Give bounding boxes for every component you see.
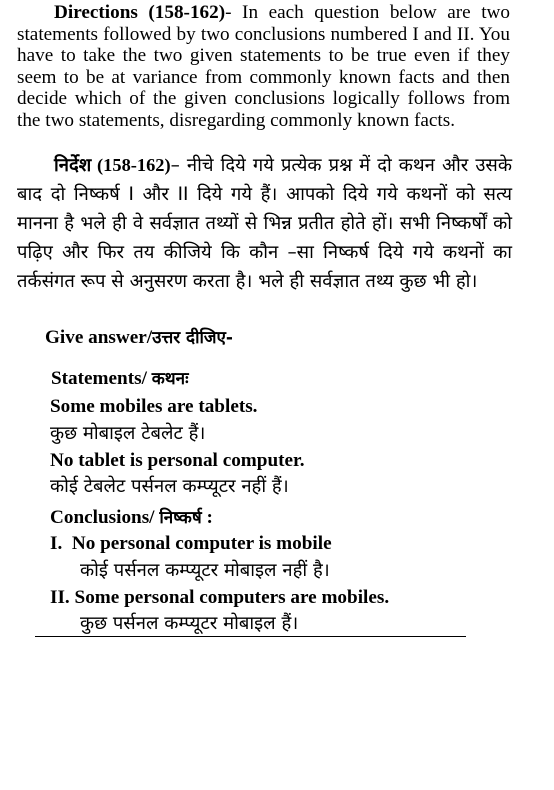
conclusions-heading-hi: निष्कर्ष [159,508,202,528]
statement-1-hi: कुछ मोबाइल टेबलेट हैं। [50,423,206,444]
conclusion-1-en: I. No personal computer is mobile [50,533,332,554]
directions-hindi-label: निर्देश (158-162) [54,155,171,175]
directions-english [17,2,510,131]
conclusion-1-hi: कोई पर्सनल कम्प्यूटर मोबाइल नहीं है। [80,560,330,581]
statement-2-hi: कोई टेबलेट पर्सनल कम्प्यूटर नहीं हैं। [50,476,289,497]
statements-heading [51,366,189,390]
statement-1-en: Some mobiles are tablets. [50,396,258,417]
directions-label: Directions (158-162) [54,2,226,23]
statements-heading-hi: कथनः [151,369,189,389]
conclusions-heading-en: Conclusions/ [50,507,160,528]
statement-2-en: No tablet is personal computer. [50,450,305,471]
statements-heading-en: Statements/ [51,368,152,389]
conclusion-2-hi: कुछ पर्सनल कम्प्यूटर मोबाइल हैं। [80,613,299,634]
divider-line [35,636,466,637]
directions-text: - In each question below are two statements followed by two conclusions numbered I and II. You have to take the two given statements to be true even if they seem to be at variance from commonly known facts and then decide which of the given conclusions logically follows from the two statements, disregarding commonly known facts. [17,2,510,131]
conclusions-heading-tail: : [201,507,213,528]
directions-hindi [17,151,512,296]
give-answer-hi: उत्तर दीजिए- [152,328,233,348]
conclusion-2-en: II. Some personal computers are mobiles. [50,587,390,608]
give-answer-line [45,325,233,349]
give-answer-en: Give answer/ [45,327,153,348]
directions-hindi-text: – नीचे दिये गये प्रत्येक प्रश्न में दो कथन और उसके बाद दो निष्कर्ष I और II दिये गये हैं। आपको दिये गये कथनों को सत्य मानना है भले ही वे सर्वज्ञात तथ्यों से भिन्न प्रतीत होते हों। सभी निष्कर्षों को पढ़िए और फिर तय कीजिये कि कौन –सा निष्कर्ष दिये गये कथनों का तर्कसंगत रूप से अनुसरण करता है। भले ही सर्वज्ञात तथ्य कुछ भी हो। [17,155,512,292]
conclusions-heading [50,505,213,529]
